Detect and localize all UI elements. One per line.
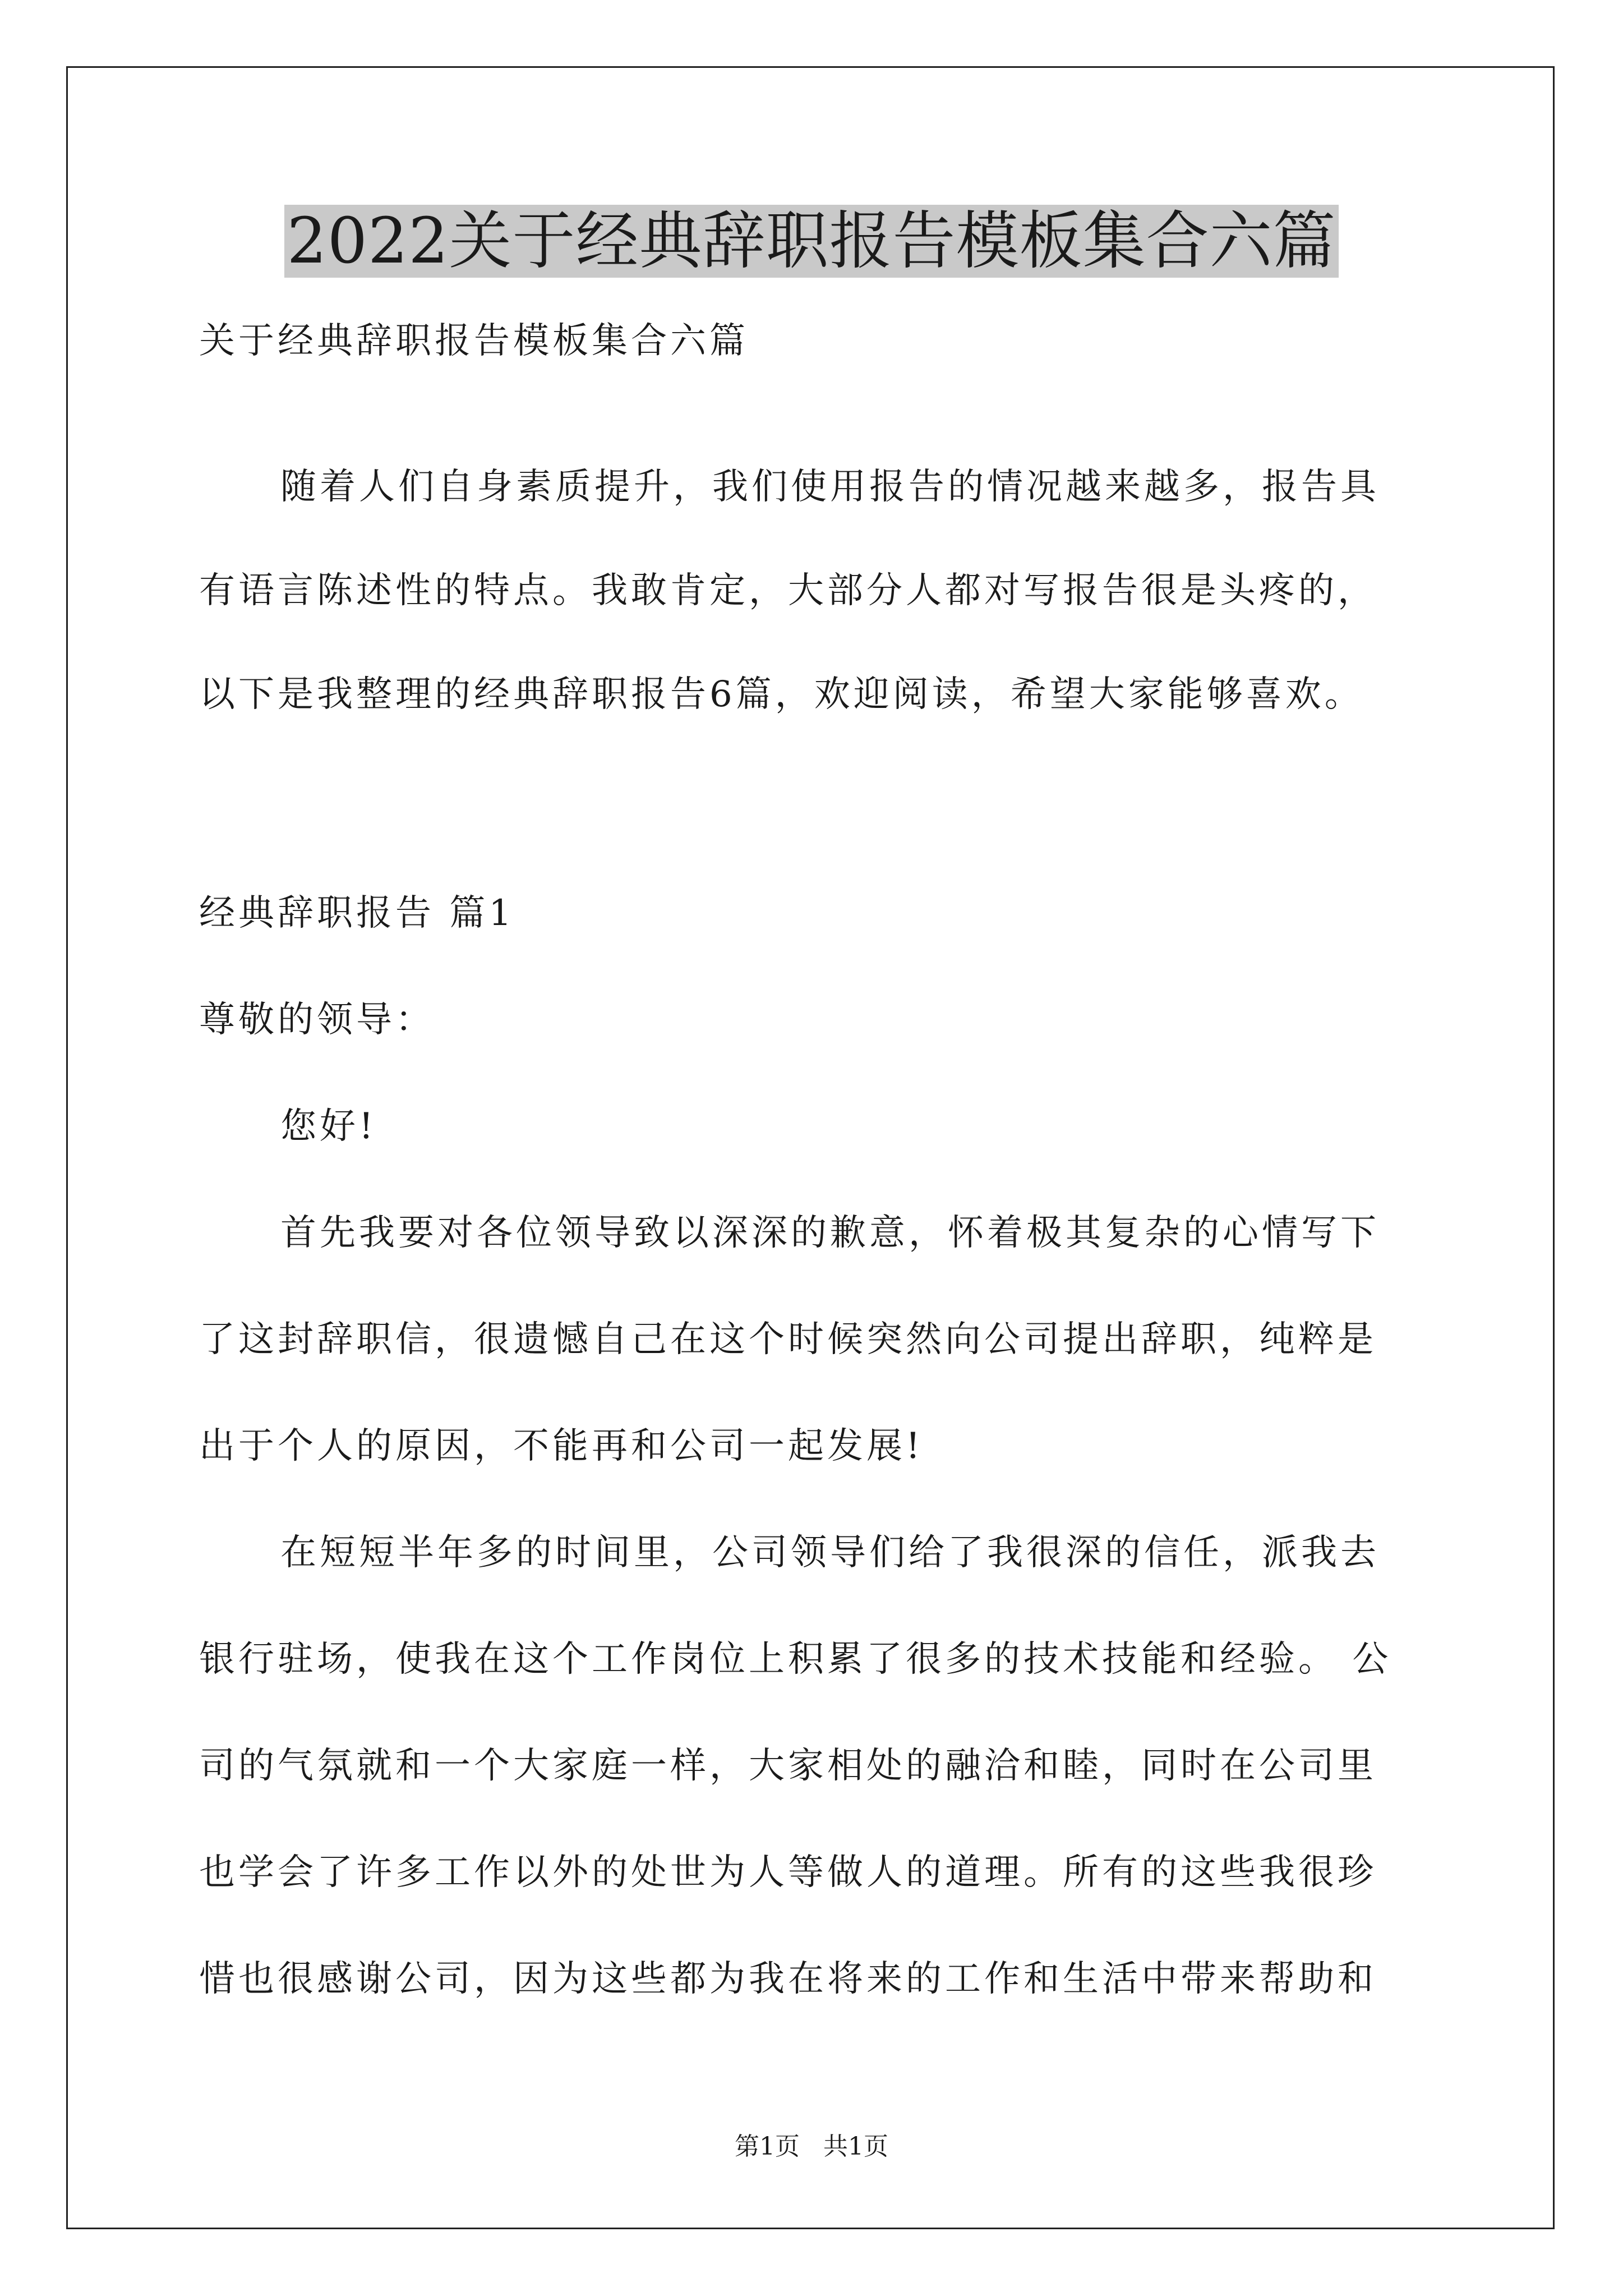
document-title: 2022关于经典辞职报告模板集合六篇 xyxy=(0,202,1623,280)
paragraph-line: 以下是我整理的经典辞职报告6篇，欢迎阅读，希望大家能够喜欢。 xyxy=(199,674,1364,715)
paragraph-line: 有语言陈述性的特点。我敢肯定，大部分人都对写报告很是头疼的， xyxy=(199,570,1377,611)
section-heading: 经典辞职报告 篇1 xyxy=(199,892,515,934)
paragraph-line: 了这封辞职信，很遗憾自己在这个时候突然向公司提出辞职，纯粹是 xyxy=(199,1319,1377,1360)
paragraph-line: 在短短半年多的时间里，公司领导们给了我很深的信任，派我去 xyxy=(280,1532,1380,1573)
salutation: 尊敬的领导： xyxy=(199,999,435,1041)
page-footer: 第1页 共1页 xyxy=(735,2132,888,2161)
paragraph-line: 也学会了许多工作以外的处世为人等做人的道理。所有的这些我很珍 xyxy=(199,1852,1377,1893)
greeting: 您好! xyxy=(280,1106,377,1147)
paragraph-line: 惜也很感谢公司，因为这些都为我在将来的工作和生活中带来帮助和 xyxy=(199,1958,1377,2000)
paragraph-line: 司的气氛就和一个大家庭一样，大家相处的融洽和睦，同时在公司里 xyxy=(199,1745,1377,1787)
paragraph-line: 出于个人的原因，不能再和公司一起发展! xyxy=(199,1425,924,1467)
paragraph-line: 随着人们自身素质提升，我们使用报告的情况越来越多，报告具 xyxy=(280,466,1380,508)
intro-subtitle: 关于经典辞职报告模板集合六篇 xyxy=(199,320,749,362)
paragraph-line: 银行驻场，使我在这个工作岗位上积累了很多的技术技能和经验。 公 xyxy=(199,1639,1392,1680)
paragraph-line: 首先我要对各位领导致以深深的歉意，怀着极其复杂的心情写下 xyxy=(280,1212,1380,1254)
